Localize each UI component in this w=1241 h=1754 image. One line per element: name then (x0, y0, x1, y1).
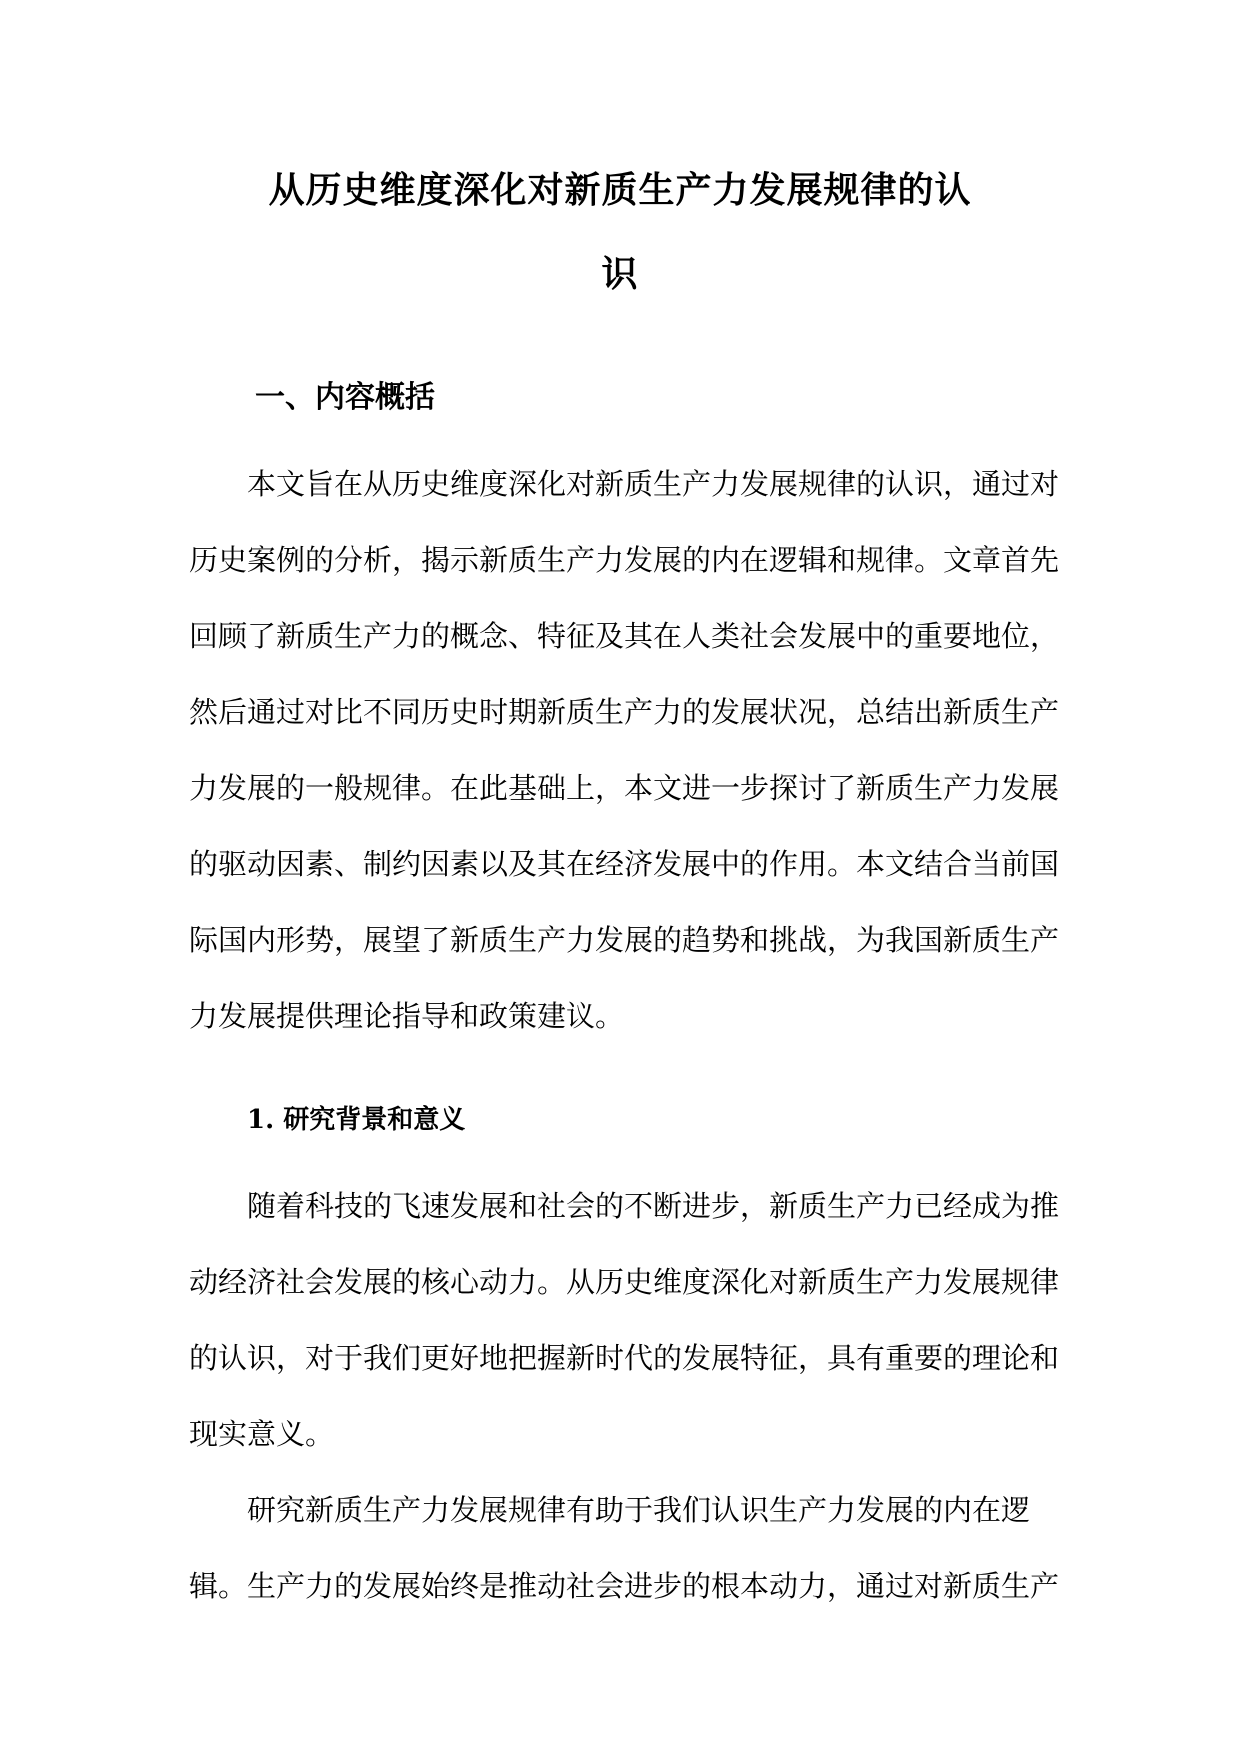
paragraph-line: 力发展提供理论指导和政策建议。 (189, 999, 625, 1033)
subsection-heading-background: 1. 研究背景和意义 (247, 1105, 466, 1135)
paragraph-line: 回顾了新质生产力的概念、特征及其在人类社会发展中的重要地位， (189, 619, 1060, 653)
paragraph-background (189, 1168, 1060, 1472)
paragraph-line: 际国内形势，展望了新质生产力发展的趋势和挑战，为我国新质生产 (189, 923, 1060, 957)
paragraph-line: 辑。生产力的发展始终是推动社会进步的根本动力，通过对新质生产 (189, 1569, 1060, 1603)
paragraph-summary (189, 446, 1060, 1054)
section-heading-content-summary: 一、内容概括 (255, 380, 435, 415)
paragraph-line: 现实意义。 (189, 1417, 335, 1451)
title-line-2: 识 (601, 253, 639, 295)
title-line-1: 从历史维度深化对新质生产力发展规律的认 (268, 169, 972, 211)
paragraph-line: 随着科技的飞速发展和社会的不断进步，新质生产力已经成为推 (247, 1189, 1060, 1223)
paragraph-line: 的驱动因素、制约因素以及其在经济发展中的作用。本文结合当前国 (189, 847, 1060, 881)
paragraph-research (189, 1472, 1060, 1624)
paragraph-line: 历史案例的分析，揭示新质生产力发展的内在逻辑和规律。文章首先 (189, 543, 1060, 577)
paragraph-line: 本文旨在从历史维度深化对新质生产力发展规律的认识，通过对 (247, 467, 1060, 501)
paragraph-line: 研究新质生产力发展规律有助于我们认识生产力发展的内在逻 (247, 1493, 1031, 1527)
paragraph-line: 力发展的一般规律。在此基础上，本文进一步探讨了新质生产力发展 (189, 771, 1060, 805)
paragraph-line: 然后通过对比不同历史时期新质生产力的发展状况，总结出新质生产 (189, 695, 1060, 729)
paragraph-line: 动经济社会发展的核心动力。从历史维度深化对新质生产力发展规律 (189, 1265, 1060, 1299)
paragraph-line: 的认识，对于我们更好地把握新时代的发展特征，具有重要的理论和 (189, 1341, 1060, 1375)
document-title (190, 148, 1050, 316)
